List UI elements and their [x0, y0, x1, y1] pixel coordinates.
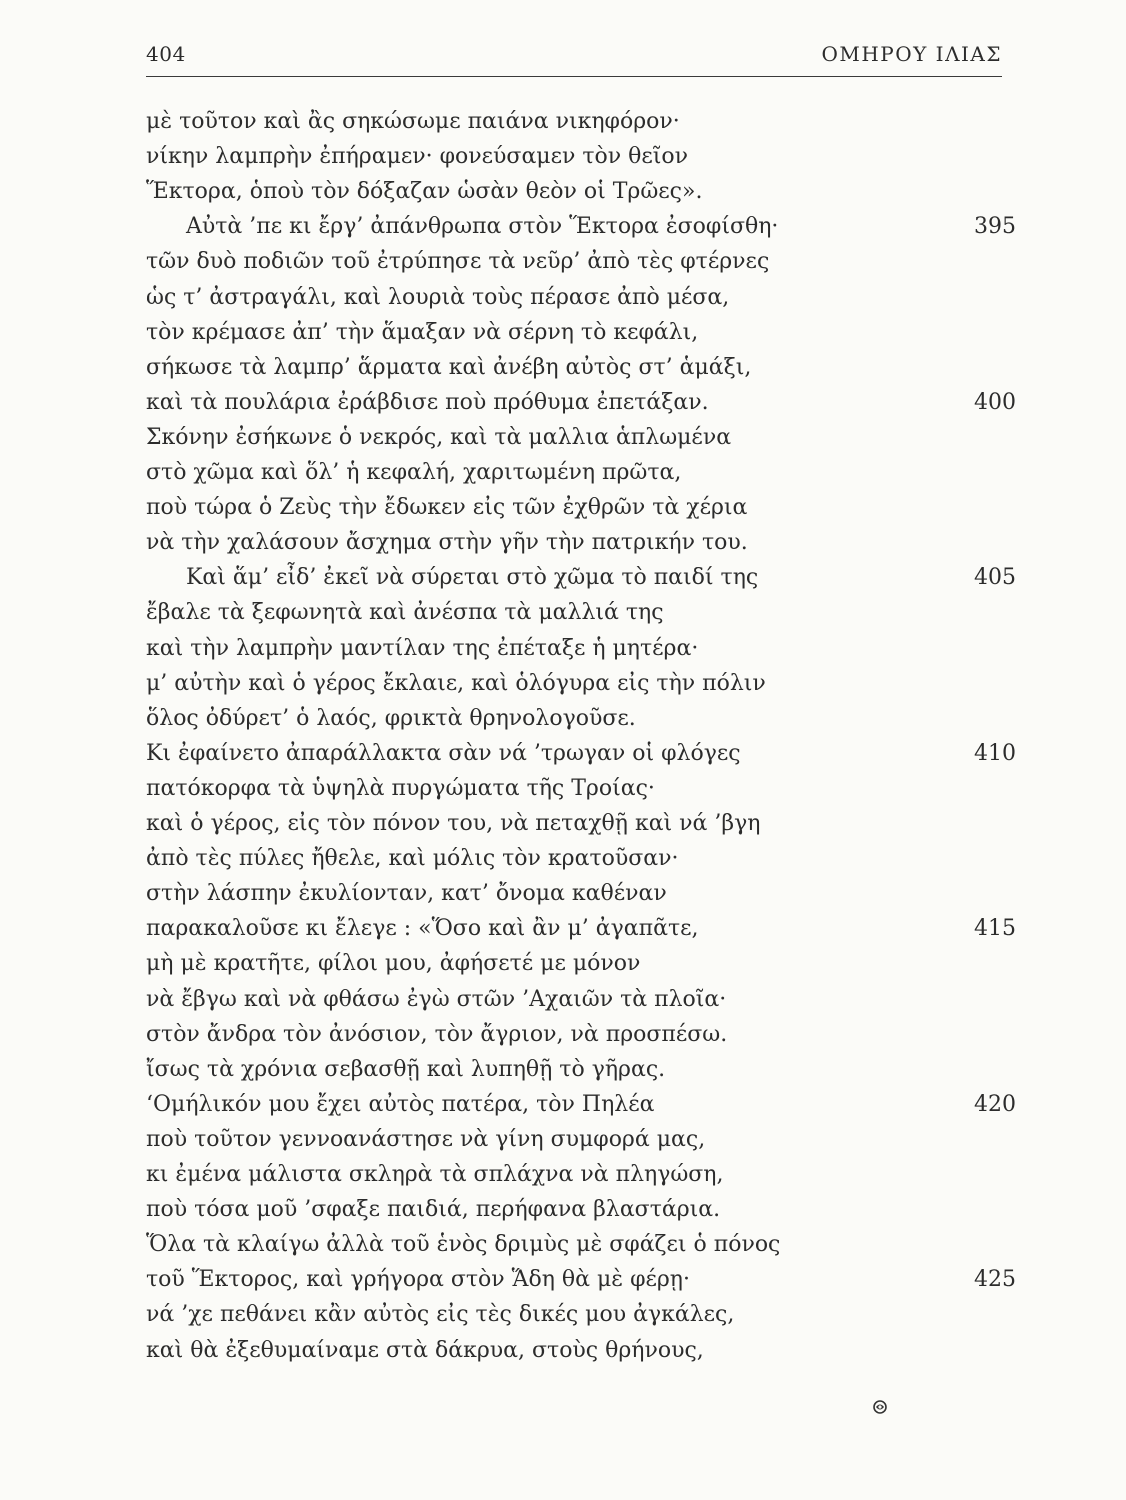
verse-line: [146, 388, 1016, 418]
printer-ornament-icon: [871, 1398, 889, 1416]
verse-line: [146, 528, 1016, 558]
verse-line: [146, 879, 1016, 909]
line-number: 410: [974, 740, 1016, 766]
verse-text: ὅλος ὀδύρετ’ ὁ λαός, φρικτὰ θρηνολογοῦσε.: [146, 705, 636, 731]
verse-text: μὲ τοῦτον καὶ ἂς σηκώσωμε παιάνα νικηφόρον·: [146, 109, 680, 134]
verse-line: [146, 1160, 1016, 1190]
verse-line: [146, 353, 1016, 383]
verse-line: [146, 949, 1016, 979]
verse-line: [146, 598, 1016, 628]
verse-text: μ’ αὐτὴν καὶ ὁ γέρος ἔκλαιε, καὶ ὁλόγυρα εἰς τὴν πόλιν: [146, 670, 766, 696]
verse-line: [146, 247, 1016, 277]
verse-text: στὴν λάσπην ἐκυλίονταν, κατ’ ὄνομα καθέναν: [146, 881, 667, 907]
verse-line: [146, 283, 1016, 313]
verse-line: [146, 1195, 1016, 1225]
verse-text: στὸν ἄνδρα τὸν ἀνόσιον, τὸν ἄγριον, νὰ προσπέσω.: [146, 1021, 728, 1047]
line-number: 395: [974, 214, 1016, 240]
verse-text: καὶ τὰ πουλάρια ἐράβδισε ποὺ πρόθυμα ἐπετάξαν.: [146, 389, 709, 415]
verse-text: Κι ἐφαίνετο ἀπαράλλακτα σὰν νά ’τρωγαν οἱ φλόγες: [146, 740, 741, 766]
verse-text: στὸ χῶμα καὶ ὅλ’ ἡ κεφαλή, χαριτωμένη πρῶτα,: [146, 460, 682, 485]
verse-text: νὰ τὴν χαλάσουν ἄσχημα στὴν γῆν τὴν πατρικήν του.: [146, 530, 748, 556]
verse-text: καὶ θὰ ἐξεθυμαίναμε στὰ δάκρυα, στοὺς θρήνους,: [146, 1337, 704, 1363]
verse-line: [146, 914, 1016, 944]
verse-text: τοῦ Ἕκτορος, καὶ γρήγορα στὸν Ἅδη θὰ μὲ φέρῃ·: [146, 1267, 690, 1293]
verse-line: [146, 985, 1016, 1015]
line-number: 400: [974, 389, 1016, 415]
verse-text: Ὅλα τὰ κλαίγω ἀλλὰ τοῦ ἑνὸς δριμὺς μὲ σφάζει ὁ πόνος: [146, 1232, 781, 1258]
verse-line: [146, 704, 1016, 734]
verse-text: σήκωσε τὰ λαμπρ’ ἅρματα καὶ ἀνέβη αὐτὸς στ’ ἁμάξι,: [146, 354, 752, 380]
verse-line: [146, 1020, 1016, 1050]
line-number: 420: [974, 1091, 1016, 1117]
verse-line: [146, 1265, 1016, 1295]
verse-line: [146, 493, 1016, 523]
line-number: 415: [974, 916, 1016, 942]
verse-line: [146, 1090, 1016, 1120]
verse-text: Αὐτὰ ’πε κι ἔργ’ ἀπάνθρωπα στὸν Ἕκτορα ἐσοφίσθη·: [186, 214, 779, 240]
verse-line: [146, 142, 1016, 172]
page-header: [146, 36, 1002, 77]
verse-line: [146, 458, 1016, 488]
verse-text: ποὺ τόσα μοῦ ’σφαξε παιδιά, περήφανα βλαστάρια.: [146, 1197, 721, 1223]
verse-text: Σκόνην ἐσήκωνε ὁ νεκρός, καὶ τὰ μαλλια ἁπλωμένα: [146, 424, 732, 450]
verse-text: ποὺ τοῦτον γεννοανάστησε νὰ γίνη συμφορά μας,: [146, 1126, 706, 1152]
verse-text: ποὺ τώρα ὁ Ζεὺς τὴν ἔδωκεν εἰς τῶν ἐχθρῶν τὰ χέρια: [146, 495, 748, 521]
verse-text: καὶ τὴν λαμπρὴν μαντίλαν της ἐπέταξε ἡ μητέρα·: [146, 635, 699, 661]
verse-line: [146, 107, 1016, 137]
verse-text: νά ’χε πεθάνει κἂν αὐτὸς εἰς τὲς δικές μου ἀγκάλες,: [146, 1302, 735, 1328]
verse-text: μὴ μὲ κρατῆτε, φίλοι μου, ἀφήσετέ με μόνον: [146, 951, 641, 977]
verse-line: [146, 177, 1016, 207]
verse-line: [146, 739, 1016, 769]
verse-text: ‘Ομήλικόν μου ἔχει αὐτὸς πατέρα, τὸν Πηλέα: [146, 1091, 655, 1117]
verse-text: τῶν δυὸ ποδιῶν τοῦ ἐτρύπησε τὰ νεῦρ’ ἀπὸ τὲς φτέρνες: [146, 249, 770, 275]
verse-text: νὰ ἔβγω καὶ νὰ φθάσω ἐγὼ στῶν ’Αχαιῶν τὰ πλοῖα·: [146, 986, 727, 1012]
verse-line: [146, 1336, 1016, 1366]
running-title: ΟΜΗΡΟΥ ΙΛΙΑΣ: [821, 42, 1002, 66]
verse-line: [146, 634, 1016, 664]
verse-line: [146, 212, 1016, 242]
verse-text: Καὶ ἅμ’ εἶδ’ ἐκεῖ νὰ σύρεται στὸ χῶμα τὸ παιδί της: [186, 565, 759, 591]
verse-line: [146, 669, 1016, 699]
verse-text: ἴσως τὰ χρόνια σεβασθῇ καὶ λυπηθῇ τὸ γῆρας.: [146, 1056, 666, 1082]
verse-text: ἔβαλε τὰ ξεφωνητὰ καὶ ἀνέσπα τὰ μαλλιά της: [146, 600, 664, 626]
verse-text: τὸν κρέμασε ἀπ’ τὴν ἅμαξαν νὰ σέρνη τὸ κεφάλι,: [146, 319, 699, 345]
verse-line: [146, 774, 1016, 804]
verse-text: ὡς τ’ ἀστραγάλι, καὶ λουριὰ τοὺς πέρασε ἀπὸ μέσα,: [146, 284, 730, 310]
verse-line: [146, 1300, 1016, 1330]
verse-text: πατόκορφα τὰ ὑψηλὰ πυργώματα τῆς Τροίας·: [146, 775, 655, 801]
line-number: 425: [974, 1267, 1016, 1293]
verse-text: παρακαλοῦσε κι ἔλεγε : «Ὅσο καὶ ἂν μ’ ἀγαπᾶτε,: [146, 916, 699, 942]
verse-line: [146, 1125, 1016, 1155]
verse-text: Ἕκτορα, ὁποὺ τὸν δόξαζαν ὡσὰν θεὸν οἱ Τρῶες».: [146, 179, 703, 205]
verse-line: [146, 809, 1016, 839]
verse-line: [146, 844, 1016, 874]
verse-text: κι ἐμένα μάλιστα σκληρὰ τὰ σπλάχνα νὰ πληγώση,: [146, 1162, 724, 1187]
page-number: 404: [146, 42, 186, 66]
verse-text: καὶ ὁ γέρος, εἰς τὸν πόνον του, νὰ πεταχθῇ καὶ νά ’βγη: [146, 811, 761, 836]
verse-line: [146, 563, 1016, 593]
verse-line: [146, 423, 1016, 453]
line-number: 405: [974, 565, 1016, 591]
verse-line: [146, 1055, 1016, 1085]
verse-text: ἀπὸ τὲς πύλες ἤθελε, καὶ μόλις τὸν κρατοῦσαν·: [146, 846, 679, 872]
verse-line: [146, 318, 1016, 348]
verse-text: νίκην λαμπρὴν ἐπήραμεν· φονεύσαμεν τὸν θεῖον: [146, 144, 689, 170]
verse-line: [146, 1230, 1016, 1260]
